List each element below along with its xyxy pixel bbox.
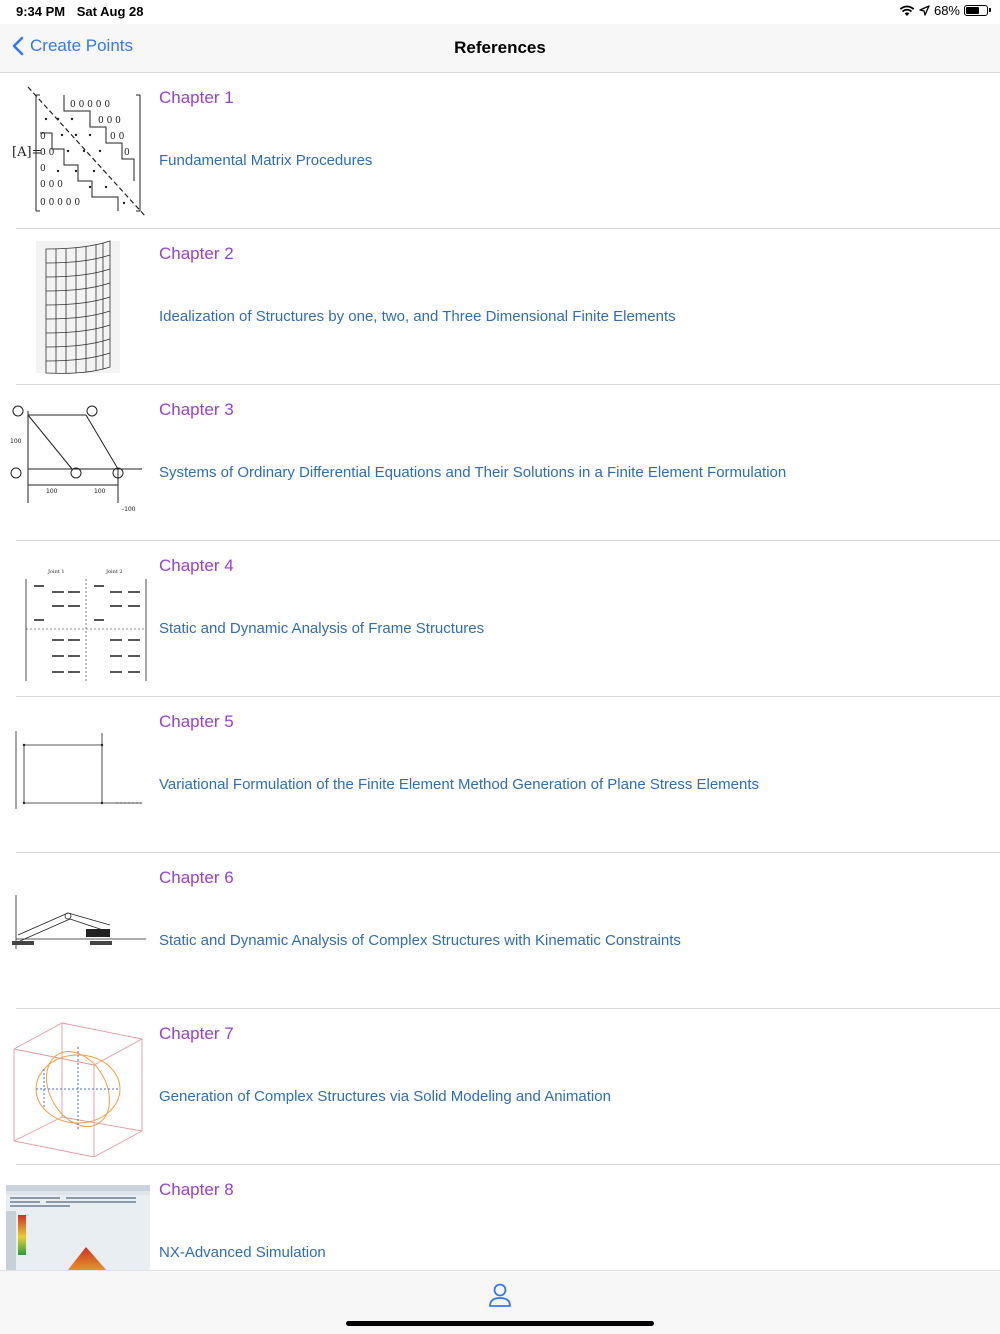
chapter-title: Systems of Ordinary Differential Equations and Their Solutions in a Finite Element Formulation <box>159 464 787 481</box>
chapter-title: Static and Dynamic Analysis of Frame Structures <box>159 620 485 637</box>
chapter-5-thumbnail <box>6 705 150 845</box>
person-icon[interactable] <box>486 1281 514 1309</box>
chapter-8-thumbnail <box>6 1173 150 1271</box>
ch3-dim-3: 100 <box>10 438 22 445</box>
chapter-row-6[interactable] <box>0 853 1000 1009</box>
svg-text:0 0 0 0 0: 0 0 0 0 0 <box>40 198 81 208</box>
battery-percent: 68% <box>933 3 960 18</box>
navigation-bar <box>0 24 1000 73</box>
ch4-joint-1: Joint 1 <box>48 569 65 575</box>
chapter-label: Chapter 3 <box>159 400 234 419</box>
chapter-title: Static and Dynamic Analysis of Complex Structures with Kinematic Constraints <box>159 932 681 949</box>
svg-text:0 0 0 0 0: 0 0 0 0 0 <box>70 100 111 110</box>
chapter-title: Fundamental Matrix Procedures <box>159 152 373 169</box>
ch3-dim-4: -100 <box>122 506 136 513</box>
status-time: 9:34 PM <box>16 4 66 19</box>
chapter-3-thumbnail <box>6 393 150 533</box>
svg-text:0 0 0: 0 0 0 <box>98 116 121 126</box>
back-button-label: Create Points <box>30 36 133 55</box>
chapter-row-1[interactable] <box>0 73 1000 229</box>
chapter-2-thumbnail <box>6 237 150 377</box>
chapter-label: Chapter 8 <box>159 1180 234 1199</box>
status-indicators <box>899 3 988 18</box>
chapter-row-8[interactable] <box>0 1165 1000 1271</box>
status-bar <box>0 0 1000 24</box>
chapter-title: Generation of Complex Structures via Solid Modeling and Animation <box>159 1088 611 1105</box>
chapter-row-2[interactable] <box>0 229 1000 385</box>
location-arrow-icon <box>919 5 930 16</box>
svg-text:0 0: 0 0 <box>40 148 55 158</box>
status-date: Sat Aug 28 <box>76 4 144 19</box>
svg-text:0: 0 <box>40 132 46 142</box>
ch3-dim-1: 100 <box>46 488 58 495</box>
chapter-label: Chapter 7 <box>159 1024 234 1043</box>
chapter-title: NX-Advanced Simulation <box>159 1244 326 1261</box>
tab-bar <box>0 1270 1000 1334</box>
chapter-title: Variational Formulation of the Finite Element Method Generation of Plane Stress Elements <box>159 776 760 793</box>
svg-text:0: 0 <box>124 148 130 158</box>
chapter-label: Chapter 6 <box>159 868 234 887</box>
chapter-6-thumbnail <box>6 861 150 1001</box>
home-indicator <box>346 1321 654 1326</box>
chapter-label: Chapter 4 <box>159 556 234 575</box>
wifi-icon <box>899 5 915 17</box>
chapter-label: Chapter 5 <box>159 712 234 731</box>
matrix-label: [A]= <box>12 145 43 160</box>
page-title: References <box>454 38 546 57</box>
chapter-7-thumbnail <box>6 1017 150 1157</box>
svg-text:0 0 0: 0 0 0 <box>40 180 63 190</box>
chapter-row-5[interactable] <box>0 697 1000 853</box>
ch3-dim-2: 100 <box>94 488 106 495</box>
svg-text:0 0: 0 0 <box>110 132 125 142</box>
svg-text:0: 0 <box>40 164 46 174</box>
chapter-4-thumbnail <box>6 549 150 689</box>
battery-icon <box>964 5 988 16</box>
chapter-list <box>0 73 1000 1271</box>
battery-fill <box>966 7 979 14</box>
chapter-label: Chapter 2 <box>159 244 234 263</box>
chapter-row-3[interactable] <box>0 385 1000 541</box>
chapter-row-4[interactable] <box>0 541 1000 697</box>
chapter-1-thumbnail <box>6 81 150 221</box>
ch4-joint-2: Joint 2 <box>106 569 123 575</box>
chapter-label: Chapter 1 <box>159 88 234 107</box>
chapter-row-7[interactable] <box>0 1009 1000 1165</box>
status-time-date <box>16 4 143 19</box>
chapter-title: Idealization of Structures by one, two, and Three Dimensional Finite Elements <box>159 308 676 325</box>
